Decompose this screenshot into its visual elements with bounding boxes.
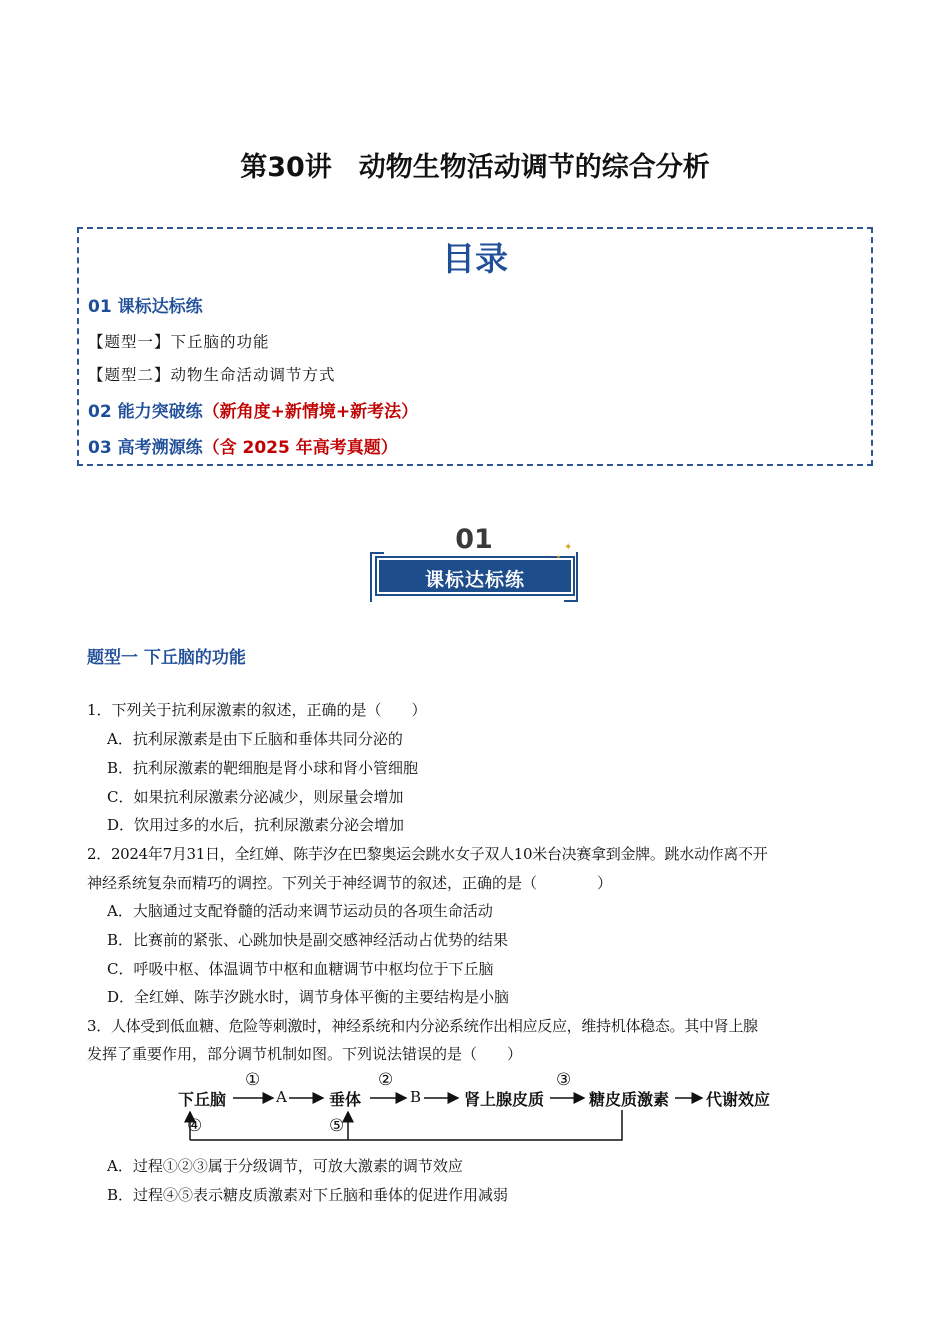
question-2-option-b[interactable]: B．比赛前的紧张、心跳加快是副交感神经活动占优势的结果 [107,931,509,949]
node-b: B [410,1088,422,1106]
question-1-option-a[interactable]: A．抗利尿激素是由下丘脑和垂体共同分泌的 [107,730,403,748]
question-2-stem-line-1: 2．2024年7月31日，全红婵、陈芋汐在巴黎奥运会跳水女子双人10米台决赛拿到金牌。跳水动作离不开 [87,845,768,863]
question-2-stem-line-2: 神经系统复杂而精巧的调控。下列关于神经调节的叙述，正确的是（ ） [87,874,613,892]
label-3: ③ [556,1070,572,1090]
question-1-option-d[interactable]: D．饮用过多的水后，抗利尿激素分泌会增加 [107,816,405,834]
question-1-stem: 1．下列关于抗利尿激素的叙述，正确的是（ ） [87,701,427,719]
feedback-line [190,1110,622,1140]
label-1: ① [245,1070,261,1090]
table-of-contents [77,227,873,466]
question-2-option-d[interactable]: D．全红婵、陈芋汐跳水时，调节身体平衡的主要结构是小脑 [107,988,510,1006]
sparkle-small-icon: ✦ [556,554,562,561]
toc-section-3-note: （含 2025 年高考真题） [202,438,398,458]
section-banner [366,522,582,602]
node-adrenal-cortex: 肾上腺皮质 [464,1090,545,1109]
regulation-diagram [170,1070,790,1143]
question-2-option-c[interactable]: C．呼吸中枢、体温调节中枢和血糖调节中枢均位于下丘脑 [107,960,494,978]
node-glucocorticoid: 糖皮质激素 [589,1090,670,1109]
node-hypothalamus: 下丘脑 [178,1090,227,1109]
toc-section-2-note: （新角度+新情境+新考法） [202,402,419,422]
label-2: ② [378,1070,394,1090]
question-1-option-b[interactable]: B．抗利尿激素的靶细胞是肾小球和肾小管细胞 [107,759,419,777]
question-1-option-c[interactable]: C．如果抗利尿激素分泌减少，则尿量会增加 [107,788,404,806]
label-5: ⑤ [329,1116,345,1136]
question-2-option-a[interactable]: A．大脑通过支配脊髓的活动来调节运动员的各项生命活动 [107,902,493,920]
banner-number: 01 [455,524,493,555]
toc-section-2[interactable] [88,397,418,422]
toc-section-3[interactable] [88,433,398,458]
toc-section-1-label: 01 课标达标练 [88,297,203,317]
page-title: 第30讲 动物生物活动调节的综合分析 [240,152,710,183]
toc-type-1[interactable]: 【题型一】下丘脑的功能 [88,333,270,351]
section-heading: 题型一 下丘脑的功能 [87,648,246,668]
node-pituitary: 垂体 [329,1090,362,1109]
toc-section-1[interactable] [88,292,203,317]
node-a: A [276,1088,287,1106]
toc-section-2-label: 02 能力突破练 [88,402,203,422]
question-3-option-a[interactable]: A．过程①②③属于分级调节，可放大激素的调节效应 [107,1157,463,1175]
banner-label: 课标达标练 [424,569,525,591]
question-3-stem-line-2: 发挥了重要作用，部分调节机制如图。下列说法错误的是（ ） [87,1045,523,1063]
toc-heading: 目录 [442,239,508,278]
node-metabolic-effect: 代谢效应 [706,1090,771,1109]
sparkle-icon: ✦ [564,542,573,553]
label-4: ④ [187,1116,203,1136]
question-3-stem-line-1: 3．人体受到低血糖、危险等刺激时，神经系统和内分泌系统作出相应反应，维持机体稳态。其中肾上腺 [87,1017,758,1035]
banner-bar [377,558,573,594]
question-3-option-b[interactable]: B．过程④⑤表示糖皮质激素对下丘脑和垂体的促进作用减弱 [107,1186,509,1204]
toc-section-3-label: 03 高考溯源练 [88,438,203,458]
toc-type-2[interactable]: 【题型二】动物生命活动调节方式 [88,366,336,384]
